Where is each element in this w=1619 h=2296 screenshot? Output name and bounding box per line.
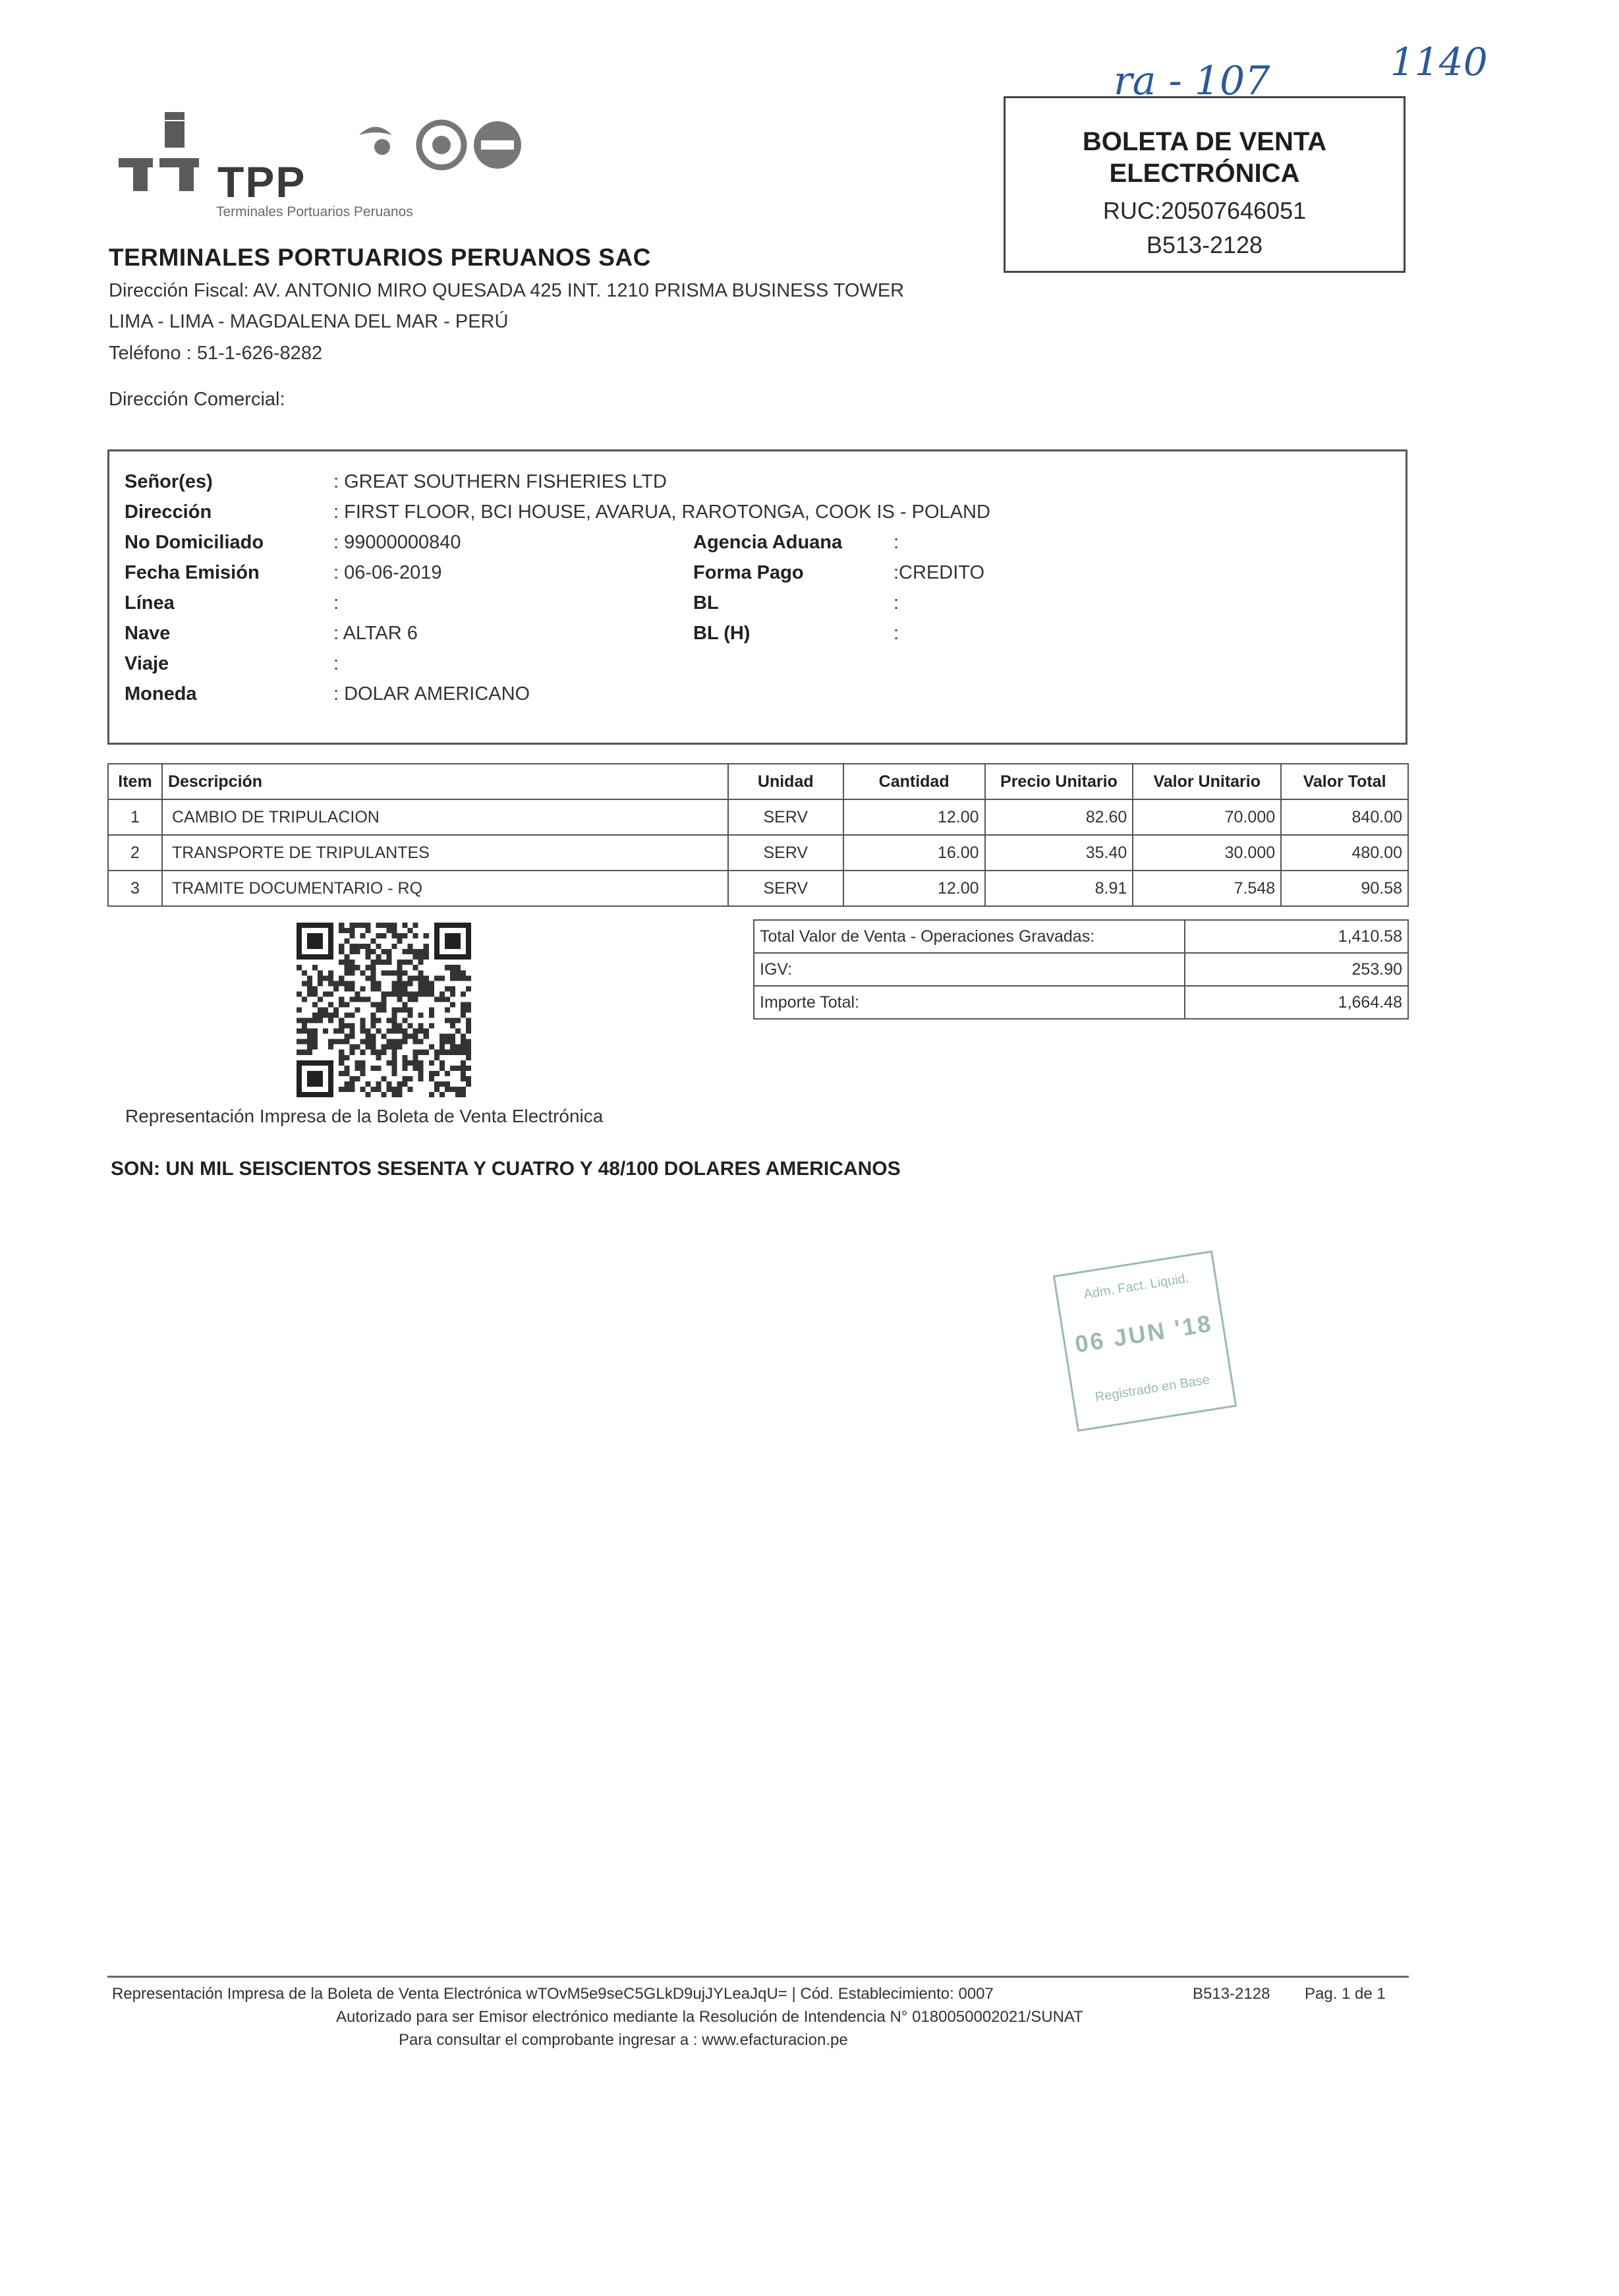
footer-page-number: Pag. 1 de 1: [1305, 1985, 1386, 2003]
items-table-header: [108, 764, 1408, 799]
commercial-address: Dirección Comercial:: [109, 389, 285, 410]
column-header: Unidad: [728, 764, 843, 799]
footer-consult-url: Para consultar el comprobante ingresar a : www.efacturacion.pe: [399, 2031, 848, 2049]
payment-method-value: :CREDITO: [894, 562, 985, 583]
bl-value: :: [894, 592, 899, 614]
item-quantity: 12.00: [843, 799, 985, 835]
stamp-date: 06 JUN '18: [1073, 1309, 1214, 1358]
client-address-label: Dirección: [125, 502, 212, 523]
item-unit-price: 82.60: [985, 799, 1133, 835]
voyage-value: :: [333, 653, 339, 674]
item-unit-value: 70.000: [1133, 799, 1281, 835]
column-header: Descripción: [162, 764, 728, 799]
table-row: [108, 871, 1408, 906]
fiscal-address-city: LIMA - LIMA - MAGDALENA DEL MAR - PERÚ: [109, 311, 509, 332]
vessel-label: Nave: [125, 623, 171, 644]
item-unit-price: 35.40: [985, 835, 1133, 871]
company-phone: Teléfono : 51-1-626-8282: [109, 343, 323, 364]
document-title: BOLETA DE VENTA ELECTRÓNICA: [1082, 127, 1327, 188]
footer-divider: [107, 1976, 1409, 1978]
item-description: TRANSPORTE DE TRIPULANTES: [162, 835, 728, 871]
voyage-label: Viaje: [125, 653, 169, 674]
stamp-top-text: Adm. Fact. Liquid.: [1083, 1271, 1190, 1302]
document-number: B513-2128: [1146, 231, 1263, 258]
bl-label: BL: [693, 592, 719, 614]
total-amount-label: Importe Total:: [754, 986, 1185, 1019]
currency-label: Moneda: [125, 683, 197, 704]
received-stamp: [1053, 1250, 1237, 1431]
column-header: Item: [108, 764, 162, 799]
agencia-aduana-label: Agencia Aduana: [693, 532, 843, 553]
totals-row: [754, 986, 1408, 1019]
no-domiciliado-value: : 99000000840: [333, 532, 461, 553]
igv-value: 253.90: [1185, 953, 1408, 986]
issue-date-label: Fecha Emisión: [125, 562, 260, 583]
logo-subtitle: Terminales Portuarios Peruanos: [216, 204, 413, 219]
footer-authorization: Autorizado para ser Emisor electrónico mediante la Resolución de Intendencia N° 0180050002021/SUNAT: [336, 2008, 1083, 2026]
column-header: Cantidad: [843, 764, 985, 799]
bl-house-value: :: [894, 623, 899, 644]
item-unit: SERV: [728, 835, 843, 871]
item-unit-value: 30.000: [1133, 835, 1281, 871]
item-description: TRAMITE DOCUMENTARIO - RQ: [162, 871, 728, 906]
item-quantity: 12.00: [843, 871, 985, 906]
vessel-value: : ALTAR 6: [333, 623, 418, 644]
ruc-number: RUC:20507646051: [1102, 197, 1307, 224]
totals-table: [753, 919, 1409, 1019]
column-header: Precio Unitario: [985, 764, 1133, 799]
tpp-logo-mark: [119, 112, 208, 191]
line-value: :: [333, 592, 339, 614]
qr-code: [293, 923, 474, 1097]
payment-method-label: Forma Pago: [693, 562, 804, 583]
agencia-aduana-value: :: [894, 532, 899, 553]
item-total-value: 480.00: [1281, 835, 1408, 871]
item-description: CAMBIO DE TRIPULACION: [162, 799, 728, 835]
item-unit-value: 7.548: [1133, 871, 1281, 906]
logo-text: TPP: [217, 158, 306, 206]
footer-document-number: B513-2128: [1193, 1985, 1270, 2003]
totals-row: [754, 920, 1408, 953]
taxable-sales-value: 1,410.58: [1185, 920, 1408, 953]
items-table: [107, 763, 1409, 907]
item-unit-price: 8.91: [985, 871, 1133, 906]
issue-date-value: : 06-06-2019: [333, 562, 442, 583]
footer-hash-line: Representación Impresa de la Boleta de Venta Electrónica wTOvM5e9seC5GLkD9ujJYLeaJqU= | Cód. Establecimiento: 0007: [112, 1985, 994, 2003]
item-number: 1: [108, 799, 162, 835]
certification-logos: [356, 115, 534, 175]
handwritten-note-reference: ra - 107: [1114, 58, 1270, 104]
amount-in-words: SON: UN MIL SEISCIENTOS SESENTA Y CUATRO Y 48/100 DOLARES AMERICANOS: [111, 1158, 901, 1180]
total-amount-value: 1,664.48: [1185, 986, 1408, 1019]
igv-label: IGV:: [754, 953, 1185, 986]
fiscal-address: Dirección Fiscal: AV. ANTONIO MIRO QUESADA 425 INT. 1210 PRISMA BUSINESS TOWER: [109, 280, 905, 301]
stamp-bottom-text: Registrado en Base: [1094, 1372, 1211, 1405]
column-header: Valor Total: [1281, 764, 1408, 799]
no-domiciliado-label: No Domiciliado: [125, 532, 264, 553]
table-row: [108, 799, 1408, 835]
document-header-box: [1004, 96, 1406, 273]
client-info-box: [107, 449, 1407, 745]
client-address-value: : FIRST FLOOR, BCI HOUSE, AVARUA, RAROTONGA, COOK IS - POLAND: [333, 502, 990, 523]
client-name-value: : GREAT SOUTHERN FISHERIES LTD: [333, 471, 667, 492]
line-label: Línea: [125, 592, 175, 614]
item-unit: SERV: [728, 799, 843, 835]
client-name-label: Señor(es): [125, 471, 213, 492]
column-header: Valor Unitario: [1133, 764, 1281, 799]
item-number: 2: [108, 835, 162, 871]
printed-representation-note: Representación Impresa de la Boleta de Venta Electrónica: [125, 1106, 604, 1126]
item-total-value: 840.00: [1281, 799, 1408, 835]
item-number: 3: [108, 871, 162, 906]
currency-value: : DOLAR AMERICANO: [333, 683, 530, 704]
totals-row: [754, 953, 1408, 986]
item-quantity: 16.00: [843, 835, 985, 871]
taxable-sales-label: Total Valor de Venta - Operaciones Gravadas:: [754, 920, 1185, 953]
item-total-value: 90.58: [1281, 871, 1408, 906]
table-row: [108, 835, 1408, 871]
company-name: TERMINALES PORTUARIOS PERUANOS SAC: [109, 244, 651, 271]
bl-house-label: BL (H): [693, 623, 751, 644]
item-unit: SERV: [728, 871, 843, 906]
handwritten-note-number: 1140: [1390, 40, 1488, 84]
